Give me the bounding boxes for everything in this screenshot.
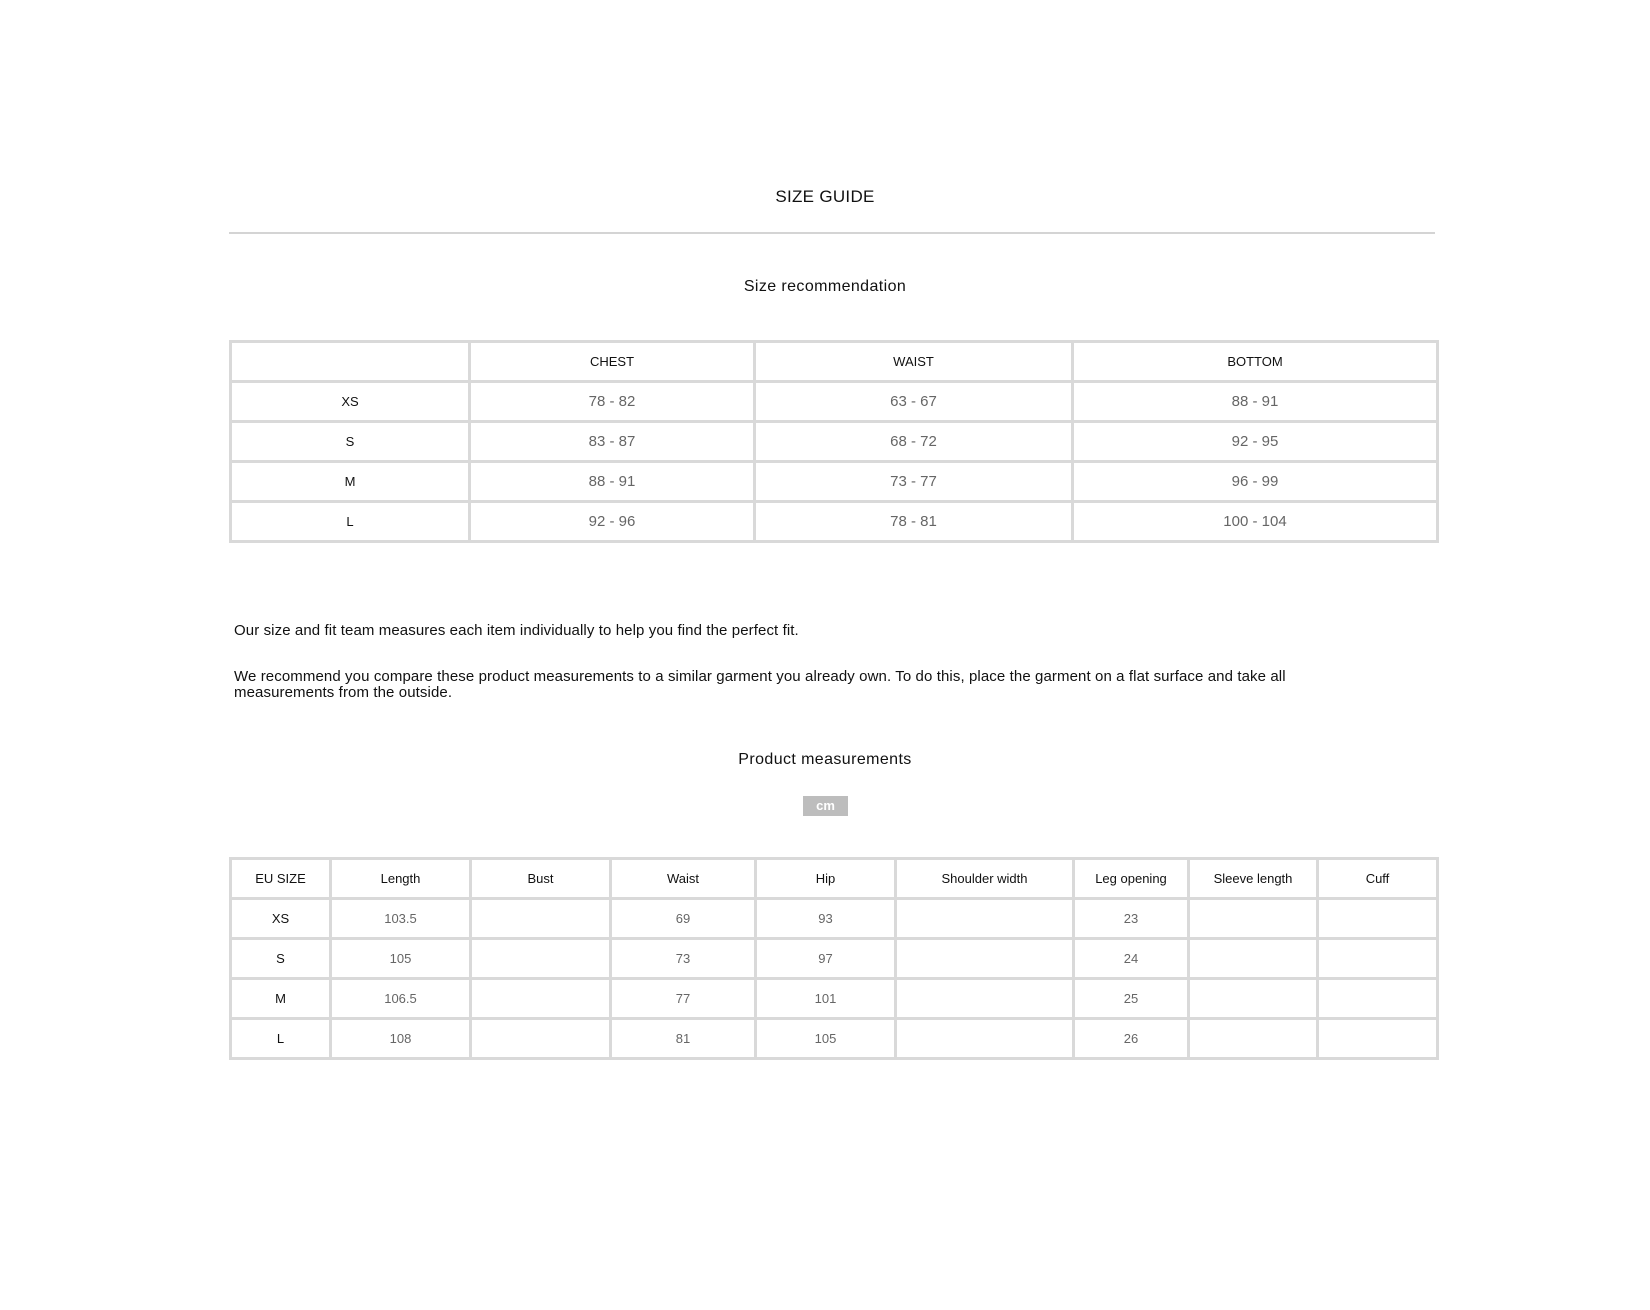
table-row (231, 939, 1438, 979)
leg-opening-value: 26 (1074, 1019, 1189, 1059)
shoulder-width-value (896, 979, 1074, 1019)
leg-opening-value: 23 (1074, 899, 1189, 939)
waist-value: 73 (611, 939, 756, 979)
shoulder-width-value (896, 899, 1074, 939)
intro-paragraph-compare: We recommend you compare these product measurements to a similar garment you already own. To do this, place the garment on a flat surface and take all measurements from the outside. (234, 668, 1286, 701)
column-header-bust: Bust (471, 859, 611, 899)
sleeve-length-value (1189, 939, 1318, 979)
length-value: 105 (331, 939, 471, 979)
length-value: 106.5 (331, 979, 471, 1019)
table-row (231, 502, 1438, 542)
table-row (231, 422, 1438, 462)
column-header-bottom: BOTTOM (1073, 342, 1438, 382)
waist-value: 77 (611, 979, 756, 1019)
eu-size-label: XS (231, 899, 331, 939)
column-header-size (231, 342, 470, 382)
leg-opening-value: 24 (1074, 939, 1189, 979)
column-header-waist: WAIST (755, 342, 1073, 382)
bust-value (471, 979, 611, 1019)
cuff-value (1318, 939, 1438, 979)
leg-opening-value: 25 (1074, 979, 1189, 1019)
waist-range: 68 - 72 (755, 422, 1073, 462)
bottom-range: 100 - 104 (1073, 502, 1438, 542)
waist-range: 63 - 67 (755, 382, 1073, 422)
cuff-value (1318, 1019, 1438, 1059)
column-header-shoulder-width: Shoulder width (896, 859, 1074, 899)
size-label: S (231, 422, 470, 462)
eu-size-label: L (231, 1019, 331, 1059)
size-label: L (231, 502, 470, 542)
table-row (231, 979, 1438, 1019)
column-header-hip: Hip (756, 859, 896, 899)
chest-range: 88 - 91 (470, 462, 755, 502)
shoulder-width-value (896, 1019, 1074, 1059)
table-header-row (231, 342, 1438, 382)
waist-range: 73 - 77 (755, 462, 1073, 502)
waist-range: 78 - 81 (755, 502, 1073, 542)
bust-value (471, 899, 611, 939)
sleeve-length-value (1189, 1019, 1318, 1059)
length-value: 103.5 (331, 899, 471, 939)
cuff-value (1318, 979, 1438, 1019)
size-recommendation-heading: Size recommendation (743, 278, 907, 295)
hip-value: 97 (756, 939, 896, 979)
size-label: XS (231, 382, 470, 422)
size-label: M (231, 462, 470, 502)
unit-toggle-cm[interactable]: cm (803, 796, 848, 816)
eu-size-label: M (231, 979, 331, 1019)
bottom-range: 88 - 91 (1073, 382, 1438, 422)
hip-value: 93 (756, 899, 896, 939)
page-title: SIZE GUIDE (775, 187, 875, 206)
column-header-length: Length (331, 859, 471, 899)
waist-value: 81 (611, 1019, 756, 1059)
intro-paragraph-fit-team: Our size and fit team measures each item individually to help you find the perfect fit. (234, 622, 799, 639)
column-header-chest: CHEST (470, 342, 755, 382)
table-row (231, 382, 1438, 422)
column-header-eu-size: EU SIZE (231, 859, 331, 899)
size-recommendation-table (229, 340, 1439, 543)
bust-value (471, 939, 611, 979)
waist-value: 69 (611, 899, 756, 939)
eu-size-label: S (231, 939, 331, 979)
table-row (231, 1019, 1438, 1059)
bottom-range: 92 - 95 (1073, 422, 1438, 462)
table-row (231, 899, 1438, 939)
bottom-range: 96 - 99 (1073, 462, 1438, 502)
sleeve-length-value (1189, 899, 1318, 939)
chest-range: 78 - 82 (470, 382, 755, 422)
hip-value: 101 (756, 979, 896, 1019)
length-value: 108 (331, 1019, 471, 1059)
title-divider (229, 232, 1435, 234)
chest-range: 92 - 96 (470, 502, 755, 542)
sleeve-length-value (1189, 979, 1318, 1019)
table-row (231, 462, 1438, 502)
table-header-row (231, 859, 1438, 899)
product-measurements-heading: Product measurements (738, 751, 912, 768)
cuff-value (1318, 899, 1438, 939)
hip-value: 105 (756, 1019, 896, 1059)
shoulder-width-value (896, 939, 1074, 979)
bust-value (471, 1019, 611, 1059)
column-header-cuff: Cuff (1318, 859, 1438, 899)
column-header-sleeve-length: Sleeve length (1189, 859, 1318, 899)
column-header-waist: Waist (611, 859, 756, 899)
column-header-leg-opening: Leg opening (1074, 859, 1189, 899)
product-measurements-table (229, 857, 1439, 1060)
chest-range: 83 - 87 (470, 422, 755, 462)
